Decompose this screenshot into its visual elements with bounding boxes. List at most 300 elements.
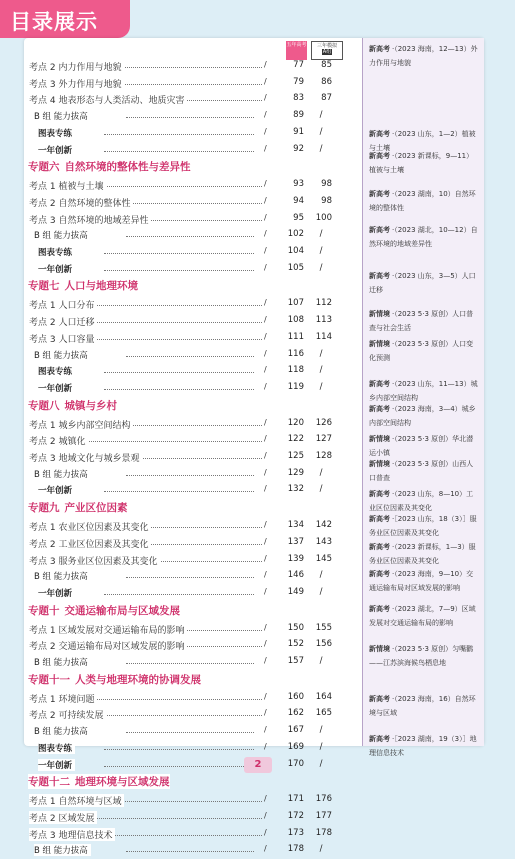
column-separator: / (264, 844, 267, 854)
toc-entry[interactable] (24, 842, 362, 859)
page-three-year: 176 (315, 794, 332, 805)
toc-entry[interactable] (24, 482, 362, 499)
note-item (369, 692, 479, 720)
dot-leader (126, 851, 254, 852)
page-three-year: / (319, 725, 323, 736)
page-three-year: 98 (321, 195, 332, 206)
toc-entry[interactable] (24, 466, 362, 483)
page-three-year: / (319, 229, 323, 240)
page-three-year: 143 (315, 536, 332, 547)
dot-leader (126, 577, 254, 578)
page-five-year: 122 (287, 434, 304, 445)
dot-leader (104, 134, 254, 135)
toc-entry[interactable] (24, 706, 362, 723)
toc-entry-label: 考点 1 环境问题 (29, 692, 97, 705)
column-separator: / (264, 365, 267, 375)
toc-entry-label: 一年创新 (38, 144, 75, 156)
column-separator: / (264, 536, 267, 546)
note-tag: 新高考 (369, 543, 390, 551)
page-header-title: 目录展示 (10, 10, 98, 34)
note-tag: 新高考 (369, 130, 390, 138)
column-separator: / (264, 195, 267, 205)
page-three-year: 85 (321, 60, 332, 70)
page-three-year: 98 (321, 179, 332, 190)
toc-entry[interactable] (24, 585, 362, 602)
note-tag: 新高考 (369, 405, 390, 413)
note-tag: 新高考 (369, 490, 390, 498)
note-item (369, 602, 479, 630)
section-name: 地理环境与区域发展 (75, 776, 170, 789)
dot-leader (126, 475, 254, 476)
page-five-year: 137 (287, 536, 304, 547)
page-three-year: / (319, 656, 323, 666)
toc-entry-label: 考点 1 城乡内部空间结构 (29, 418, 133, 431)
section-number: 专题六 (28, 161, 60, 174)
toc-entry[interactable] (24, 142, 362, 159)
page-five-year: 108 (287, 315, 304, 326)
toc-entry[interactable] (24, 535, 362, 552)
page-five-year: 111 (287, 331, 304, 342)
note-text: ·（2023 湖北，7—9）区域发展对交通运输布局的影响 (369, 605, 476, 627)
column-separator: / (264, 520, 267, 530)
toc-entry[interactable] (24, 261, 362, 278)
note-tag: 新高考 (369, 515, 390, 523)
page-three-year: 113 (315, 315, 332, 326)
toc-entry[interactable] (24, 244, 362, 261)
page-five-year: 125 (287, 451, 304, 461)
toc-entry-label: 图表专练 (38, 246, 75, 258)
note-tag: 新高考 (369, 272, 390, 280)
page-three-year: / (319, 484, 323, 495)
column-separator: / (264, 417, 267, 427)
note-text: ·（2023 湖北，10—12）自然环境的地域差异性 (369, 226, 478, 248)
toc-entry-label: 考点 2 内力作用与地貌 (29, 60, 124, 73)
page-five-year: 89 (293, 110, 304, 121)
note-item (369, 487, 479, 515)
note-text: ·（2023 山东，11—13）城乡内部空间结构 (369, 380, 478, 402)
page-three-year: / (319, 365, 323, 376)
dot-leader (126, 236, 254, 237)
note-text: ·（2023 5·3 原创）匀嘴鹳——江苏滨海候鸟栖息地 (369, 645, 474, 667)
toc-entry[interactable] (24, 690, 362, 707)
dot-leader (104, 594, 254, 595)
toc-entry[interactable] (24, 177, 362, 194)
toc-entry[interactable] (24, 792, 362, 809)
toc-entry-label: 考点 3 自然环境的地域差异性 (29, 213, 151, 226)
column-separator: / (264, 110, 267, 120)
toc-section-heading[interactable] (24, 773, 362, 790)
page-three-year: / (319, 586, 323, 597)
page-three-year: / (319, 381, 323, 392)
note-tag: 新高考 (369, 152, 390, 160)
section-name: 自然环境的整体性与差异性 (64, 161, 191, 174)
note-tag: 新高考 (369, 190, 390, 198)
column-separator: / (264, 229, 267, 239)
toc-section-heading[interactable] (24, 277, 362, 294)
note-text: ·（2023 海南，9—10）交通运输布局对区域发展的影响 (369, 570, 474, 592)
note-item (369, 402, 479, 430)
toc-entry[interactable] (24, 740, 362, 757)
section-number: 专题八 (28, 399, 60, 412)
toc-entry-label: 一年创新 (38, 587, 75, 599)
page-three-year: / (319, 143, 323, 154)
toc-entry[interactable] (24, 826, 362, 843)
column-separator: / (264, 246, 267, 255)
toc-entry-label: 考点 2 城镇化 (29, 434, 88, 447)
toc-entry-label: B 组 能力拔高 (34, 844, 91, 856)
toc-entry[interactable] (24, 637, 362, 654)
page-five-year: 157 (287, 656, 304, 666)
page-five-year: 132 (287, 484, 304, 495)
section-title (28, 159, 191, 174)
page-five-year: 129 (287, 467, 304, 478)
toc-entry[interactable] (24, 347, 362, 364)
note-item (369, 642, 479, 670)
toc-entry-label: 考点 2 自然环境的整体性 (29, 196, 133, 209)
toc-entry[interactable] (24, 330, 362, 347)
note-text: ·（2023 山东，3—5）人口迁移 (369, 272, 476, 294)
page-five-year: 160 (287, 691, 304, 702)
dot-leader (104, 389, 254, 390)
toc-entry-label: 考点 1 区域发展对交通运输布局的影响 (29, 623, 187, 636)
section-number: 专题九 (28, 502, 60, 515)
toc-section-heading[interactable] (24, 397, 362, 414)
toc-entry-label: 考点 3 外力作用与地貌 (29, 77, 124, 90)
note-item (369, 42, 479, 70)
toc-entry[interactable] (24, 809, 362, 826)
column-separator: / (264, 143, 267, 153)
note-tag: 新情境 (369, 645, 390, 653)
page-three-year: 177 (315, 810, 332, 821)
page-five-year: 162 (287, 708, 304, 719)
page-five-year: 139 (287, 553, 304, 564)
column-separator: / (264, 708, 267, 718)
note-tag: 新情境 (369, 310, 390, 318)
note-tag: 新高考 (369, 695, 390, 703)
column-separator: / (264, 827, 267, 837)
column-separator: / (264, 331, 267, 341)
section-title (28, 672, 201, 687)
note-tag: 新高考 (369, 226, 390, 234)
toc-section-heading[interactable] (24, 602, 362, 619)
dot-leader (104, 253, 254, 254)
toc-entry[interactable] (24, 75, 362, 92)
page-three-year: / (319, 758, 323, 769)
note-tag: 新情境 (369, 435, 390, 443)
page-five-year: 118 (287, 365, 304, 376)
note-item (369, 512, 479, 540)
page-five-year: 92 (293, 143, 304, 154)
page-three-year: 164 (315, 691, 332, 702)
column-separator: / (264, 298, 267, 308)
page-five-year: 79 (293, 76, 304, 87)
column-separator: / (264, 434, 267, 444)
column-separator: / (264, 586, 267, 596)
toc-entry-label: 考点 2 交通运输布局对区域发展的影响 (29, 639, 187, 652)
toc-entry[interactable] (24, 380, 362, 397)
note-item (369, 732, 479, 760)
toc-entry-label: B 组 能力拔高 (34, 349, 91, 361)
note-item (369, 223, 479, 251)
toc-section-heading[interactable] (24, 158, 362, 175)
dot-leader (104, 749, 254, 750)
page-three-year: / (319, 844, 323, 855)
note-item (369, 457, 479, 485)
note-tag: 新高考 (369, 570, 390, 578)
toc-entry[interactable] (24, 125, 362, 142)
section-name: 交通运输布局与区域发展 (64, 604, 180, 617)
toc-section-heading[interactable] (24, 671, 362, 688)
section-name: 产业区位因素 (64, 502, 128, 515)
toc-section-heading[interactable] (24, 499, 362, 516)
page-three-year: 112 (315, 298, 332, 309)
column-separator: / (264, 725, 267, 735)
note-tag: 新高考 (369, 605, 390, 613)
page-three-year: / (319, 348, 323, 359)
dot-leader (104, 491, 254, 492)
section-title (28, 774, 170, 789)
note-text: ·（2023 海南，16）自然环境与区域 (369, 695, 476, 717)
toc-entry-label: 考点 2 人口迁移 (29, 315, 97, 328)
note-text: ·（2023 山东，8—10）工业区位因素及其变化 (369, 490, 474, 512)
toc-entry-label: B 组 能力拔高 (34, 570, 91, 582)
toc-entry-label: 考点 2 工业区位因素及其变化 (29, 537, 151, 550)
dot-leader (126, 663, 254, 664)
dot-leader (104, 372, 254, 373)
page-three-year: 128 (315, 451, 332, 461)
page-three-year: 126 (315, 417, 332, 428)
note-text: ·［2023 湖南，19（3）］地理信息技术 (369, 735, 477, 757)
page-header-banner (0, 0, 130, 38)
page-five-year: 170 (287, 758, 304, 769)
legend-three-year: 三年模拟A组 (311, 41, 343, 60)
note-item (369, 567, 479, 595)
column-separator: / (264, 60, 267, 69)
toc-entry[interactable] (24, 363, 362, 380)
page-three-year: / (319, 467, 323, 478)
dot-leader (104, 270, 254, 271)
toc-entry-label: B 组 能力拔高 (34, 229, 91, 241)
toc-entry[interactable] (24, 313, 362, 330)
page-three-year: 156 (315, 639, 332, 650)
column-separator: / (264, 76, 267, 86)
page-five-year: 120 (287, 417, 304, 428)
page-number: 2 (244, 757, 272, 773)
page-three-year: / (319, 570, 323, 581)
dot-leader (104, 766, 254, 767)
dot-leader (64, 441, 262, 442)
section-number: 专题七 (28, 280, 60, 293)
toc-entry[interactable] (24, 416, 362, 433)
toc-entry-label: 考点 3 人口容量 (29, 332, 97, 345)
page-five-year: 116 (287, 348, 304, 359)
note-text: ·［2023 山东，18（3）］服务业区位因素及其变化 (369, 515, 477, 537)
toc-entry-label: B 组 能力拔高 (34, 110, 91, 122)
note-text: ·（2023 山东，1—2）植被与土壤 (369, 130, 476, 152)
note-tag: 新高考 (369, 735, 390, 743)
toc-entry[interactable] (24, 432, 362, 449)
page-five-year: 83 (293, 93, 304, 104)
note-tag: 新高考 (369, 45, 390, 53)
page-three-year: 145 (315, 553, 332, 564)
page-five-year: 105 (287, 262, 304, 273)
column-separator: / (264, 381, 267, 391)
toc-entry[interactable] (24, 552, 362, 569)
toc-entry[interactable] (24, 227, 362, 244)
column-separator: / (264, 212, 267, 222)
note-item (369, 432, 479, 460)
note-item (369, 149, 479, 177)
section-title (28, 603, 180, 618)
section-name: 人口与地理环境 (64, 280, 138, 293)
dot-leader (126, 732, 254, 733)
toc-entry-label: 图表专练 (38, 365, 75, 377)
page-five-year: 102 (287, 229, 304, 240)
page-three-year: 87 (321, 93, 332, 104)
page-five-year: 95 (293, 212, 304, 223)
toc-entry-label: 考点 4 地表形态与人类活动、地质灾害 (29, 93, 187, 106)
page-three-year: / (319, 262, 323, 273)
section-name: 人类与地理环境的协调发展 (75, 673, 201, 686)
legend-five-year: 五年高考 (286, 41, 307, 60)
toc-entry-label: 一年创新 (38, 484, 75, 496)
column-separator: / (264, 570, 267, 580)
note-text: ·（2023 新课标，1—3）服务业区位因素及其变化 (369, 543, 476, 565)
page-five-year: 146 (287, 570, 304, 581)
column-separator: / (264, 179, 267, 189)
page-five-year: 173 (287, 827, 304, 838)
column-separator: / (264, 451, 267, 460)
page-three-year: 142 (315, 520, 332, 531)
note-text: ·（2023 海南，3—4）城乡内部空间结构 (369, 405, 476, 427)
column-separator: / (264, 126, 267, 136)
column-separator: / (264, 691, 267, 701)
note-text: ·（2023 5·3 原创）人口普查与社会生活 (369, 310, 474, 332)
note-text: ·（2023 新课标，9—11）植被与土壤 (369, 152, 474, 174)
toc-entry-label: 考点 3 服务业区位因素及其变化 (29, 554, 160, 567)
column-separator: / (264, 348, 267, 358)
page-five-year: 107 (287, 298, 304, 309)
toc-entry[interactable] (24, 194, 362, 211)
column-divider (362, 38, 363, 746)
note-item (369, 307, 479, 335)
page-five-year: 119 (287, 381, 304, 392)
note-text: ·（2023 海南，12—13）外力作用与地貌 (369, 45, 478, 67)
toc-entry[interactable] (24, 621, 362, 638)
section-title (28, 398, 117, 413)
note-item (369, 187, 479, 215)
column-separator: / (264, 262, 267, 272)
page-five-year: 167 (287, 725, 304, 736)
page-three-year: 114 (315, 331, 332, 342)
section-number: 专题十 (28, 604, 60, 617)
page-three-year: 86 (321, 76, 332, 87)
toc-entry[interactable] (24, 296, 362, 313)
toc-entry-label: 考点 3 地理信息技术 (29, 828, 115, 841)
dot-leader (104, 151, 254, 152)
toc-entry-label: 考点 1 人口分布 (29, 298, 97, 311)
toc-entry[interactable] (24, 91, 362, 108)
column-separator: / (264, 315, 267, 325)
note-item (369, 377, 479, 405)
page-five-year: 77 (293, 60, 304, 70)
column-separator: / (264, 794, 267, 804)
column-separator: / (264, 639, 267, 649)
toc-entry[interactable] (24, 449, 362, 466)
page-three-year: 165 (315, 708, 332, 719)
page-three-year: / (319, 126, 323, 137)
toc-entry[interactable] (24, 568, 362, 585)
column-separator: / (264, 622, 267, 632)
toc-entry[interactable] (24, 723, 362, 740)
note-text: ·（2023 5·3 原创）山西人口普查 (369, 460, 474, 482)
toc-entry-label: 一年创新 (38, 759, 75, 771)
page-five-year: 150 (287, 622, 304, 633)
toc-entry[interactable] (24, 518, 362, 535)
note-item (369, 337, 479, 365)
toc-entry[interactable] (24, 757, 362, 774)
section-title (28, 500, 128, 515)
toc-entry-label: 考点 1 自然环境与区域 (29, 794, 124, 807)
section-name: 城镇与乡村 (64, 399, 117, 412)
note-text: ·（2023 5·3 原创）华北潜运小镇 (369, 435, 474, 457)
column-separator: / (264, 741, 267, 751)
toc-entry-label: 考点 3 地域文化与城乡景观 (29, 451, 142, 464)
toc-entry-label: 考点 1 农业区位因素及其变化 (29, 520, 151, 533)
toc-entry-label: B 组 能力拔高 (34, 468, 91, 480)
page-five-year: 134 (287, 520, 304, 531)
note-text: ·（2023 湖南，10）自然环境的整体性 (369, 190, 476, 212)
page-five-year: 93 (293, 179, 304, 190)
page-three-year: / (319, 246, 323, 256)
toc-entry-label: 图表专练 (38, 127, 75, 139)
toc-entry-label: 考点 2 可持续发展 (29, 708, 106, 721)
toc-entry[interactable] (24, 654, 362, 671)
page-three-year: / (319, 110, 323, 121)
section-number: 专题十二 (28, 776, 70, 789)
page-three-year: 155 (315, 622, 332, 633)
column-separator: / (264, 553, 267, 563)
dot-leader (126, 356, 254, 357)
page-five-year: 149 (287, 586, 304, 597)
page-five-year: 169 (287, 741, 304, 752)
page-five-year: 94 (293, 195, 304, 206)
note-tag: 新情境 (369, 460, 390, 468)
toc-entry[interactable] (24, 58, 362, 75)
toc-entry-label: 一年创新 (38, 263, 75, 275)
page-five-year: 172 (287, 810, 304, 821)
column-separator: / (264, 93, 267, 103)
section-title (28, 278, 138, 293)
page-three-year: 100 (315, 212, 332, 223)
page-five-year: 152 (287, 639, 304, 650)
page-three-year: 178 (315, 827, 332, 838)
toc-entry-label: 一年创新 (38, 382, 75, 394)
toc-page (24, 38, 484, 857)
page-five-year: 91 (293, 126, 304, 137)
note-tag: 新情境 (369, 340, 390, 348)
toc-entry-label: B 组 能力拔高 (34, 725, 91, 737)
toc-entry[interactable] (24, 211, 362, 228)
column-separator: / (264, 810, 267, 820)
column-separator: / (264, 467, 267, 477)
toc-entry-label: 考点 2 区域发展 (29, 811, 97, 824)
section-number: 专题十一 (28, 673, 70, 686)
column-separator: / (264, 656, 267, 665)
page-five-year: 171 (287, 794, 304, 805)
toc-entry[interactable] (24, 108, 362, 125)
toc-entry-label: 考点 1 植被与土壤 (29, 179, 106, 192)
